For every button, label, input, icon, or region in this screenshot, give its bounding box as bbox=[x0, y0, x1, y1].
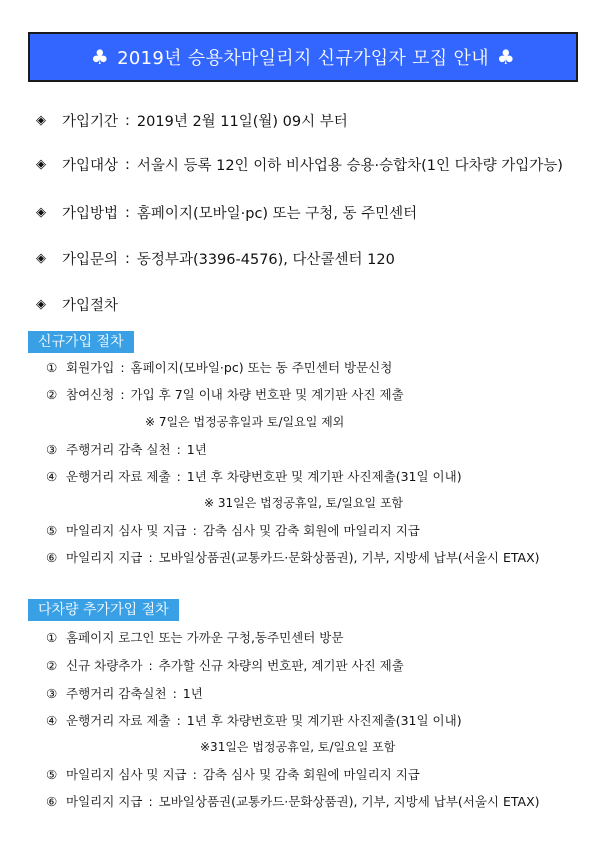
info-label: 가입문의 bbox=[62, 252, 119, 268]
diamond-bullet-icon: ◈ bbox=[36, 251, 46, 266]
diamond-bullet-icon: ◈ bbox=[36, 113, 46, 128]
info-label: 가입절차 bbox=[62, 298, 119, 314]
info-period: ◈ 가입기간 : 2019년 2월 11일(월) 09시 부터 bbox=[36, 110, 348, 131]
list-item: ⑥ 마일리지 지급 : 모바일상품권(교통카드·문화상품권), 기부, 지방세 납부(서울시 ETAX) bbox=[46, 549, 540, 565]
list-item: ① 회원가입 : 홈페이지(모바일·pc) 또는 동 주민센터 방문신청 bbox=[46, 359, 393, 375]
list-item: ④ 운행거리 자료 제출 : 1년 후 차량번호판 및 계기판 사진제출(31일 이내) bbox=[46, 712, 462, 728]
info-value: 동정부과(3396-4576), 다산콜센터 120 bbox=[136, 252, 395, 268]
info-label: 가입기간 bbox=[62, 114, 119, 130]
section-tag-multi-vehicle: 다차량 추가가입 절차 bbox=[28, 599, 179, 621]
note: ※ 7일은 법정공휴일과 토/일요일 제외 bbox=[145, 415, 345, 429]
list-item: ④ 운행거리 자료 제출 : 1년 후 차량번호판 및 계기판 사진제출(31일 이내) bbox=[46, 468, 462, 484]
diamond-bullet-icon: ◈ bbox=[36, 297, 46, 312]
list-item: ① 홈페이지 로그인 또는 가까운 구청,동주민센터 방문 bbox=[46, 629, 344, 645]
info-target: ◈ 가입대상 : 서울시 등록 12인 이하 비사업용 승용·승합차(1인 다차량 가입가능) bbox=[36, 154, 563, 175]
info-label: 가입방법 bbox=[62, 206, 119, 222]
club-icon: ♣ bbox=[90, 45, 110, 69]
list-item: ② 참여신청 : 가입 후 7일 이내 차량 번호판 및 계기판 사진 제출 bbox=[46, 386, 404, 402]
list-item: ③ 주행거리 감축 실천 : 1년 bbox=[46, 441, 207, 457]
club-icon: ♣ bbox=[496, 45, 516, 69]
page-title-text: 2019년 승용차마일리지 신규가입자 모집 안내 bbox=[117, 48, 489, 69]
info-method: ◈ 가입방법 : 홈페이지(모바일·pc) 또는 구청, 동 주민센터 bbox=[36, 202, 417, 223]
info-procedure bbox=[36, 294, 118, 315]
page-title bbox=[28, 32, 578, 82]
list-item: ⑥ 마일리지 지급 : 모바일상품권(교통카드·문화상품권), 기부, 지방세 납부(서울시 ETAX) bbox=[46, 793, 540, 809]
list-item: ② 신규 차량추가 : 추가할 신규 차량의 번호판, 계기판 사진 제출 bbox=[46, 657, 404, 673]
list-item: ⑤ 마일리지 심사 및 지급 : 감축 심사 및 감축 회원에 마일리지 지급 bbox=[46, 766, 420, 782]
section-tag-new-signup: 신규가입 절차 bbox=[28, 331, 134, 353]
info-contact: ◈ 가입문의 : 동정부과(3396-4576), 다산콜센터 120 bbox=[36, 248, 395, 269]
list-item: ③ 주행거리 감축실천 : 1년 bbox=[46, 685, 203, 701]
diamond-bullet-icon: ◈ bbox=[36, 157, 46, 172]
list-item: ⑤ 마일리지 심사 및 지급 : 감축 심사 및 감축 회원에 마일리지 지급 bbox=[46, 522, 420, 538]
info-value: 서울시 등록 12인 이하 비사업용 승용·승합차(1인 다차량 가입가능) bbox=[136, 158, 563, 174]
info-value: 홈페이지(모바일·pc) 또는 구청, 동 주민센터 bbox=[136, 206, 418, 222]
note: ※31일은 법정공휴일, 토/일요일 포함 bbox=[200, 740, 396, 754]
info-value: 2019년 2월 11일(월) 09시 부터 bbox=[136, 114, 348, 130]
note: ※ 31일은 법정공휴일, 토/일요일 포함 bbox=[204, 496, 404, 510]
diamond-bullet-icon: ◈ bbox=[36, 205, 46, 220]
info-label: 가입대상 bbox=[62, 158, 119, 174]
